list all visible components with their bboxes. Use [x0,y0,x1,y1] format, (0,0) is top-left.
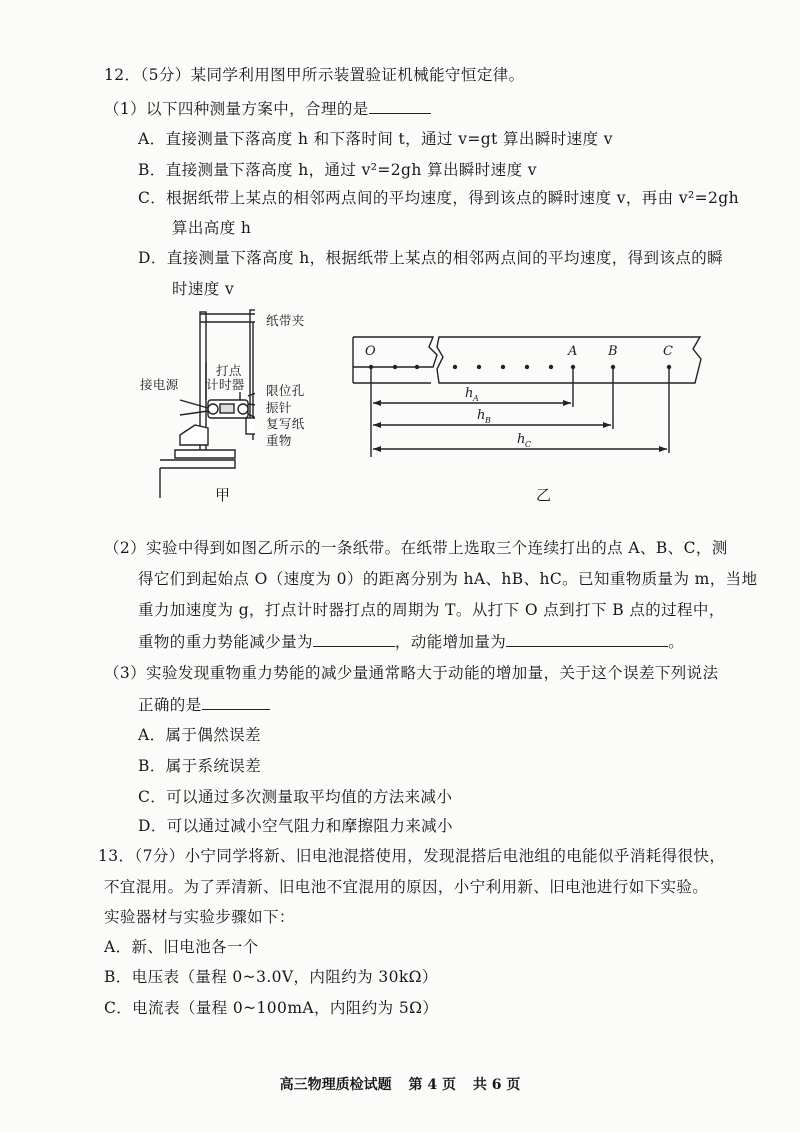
footer-page: 第 4 页 [408,1077,456,1093]
q12-part2-line1: （2）实验中得到如图乙所示的一条纸带。在纸带上选取三个连续打出的点 A、B、C，测 [104,539,728,557]
q12-p3-option-b: B．属于系统误差 [138,757,262,775]
label-hA: h [465,386,474,401]
q12-option-d-line1: D．直接测量下落高度 h，根据纸带上某点的相邻两点间的平均速度，得到该点的瞬 [138,249,724,267]
q12-title: 12．（5分）某同学利用图甲所示装置验证机械能守恒定律。 [104,66,525,84]
label-weight: 重物 [266,433,292,448]
q12-part1-stem [104,97,431,120]
q12-part1-stem-text: （1）以下四种测量方案中，合理的是 [104,100,369,118]
q12-part2-line3: 重力加速度为 g，打点计时器打点的周期为 T。从打下 O 点到打下 B 点的过程中， [138,601,725,619]
label-dot: 打点 [216,363,242,378]
q12-p3-option-a: A．属于偶然误差 [138,726,261,744]
footer-total: 共 6 页 [472,1077,521,1093]
dot [477,365,481,369]
label-hC: h [517,432,526,447]
q12-ke-answer-blank[interactable] [506,630,668,647]
label-needle: 振针 [266,400,292,415]
dot [549,365,553,369]
label-hA-sub: A [473,394,479,403]
label-O: O [365,344,376,359]
q12-part3-answer-blank[interactable] [202,693,270,710]
q12-part2-pe-label: 重物的重力势能减少量为 [138,633,313,651]
q12-option-d-line2: 时速度 v [172,280,235,298]
q12-pe-answer-blank[interactable] [313,630,395,647]
clamp-base [180,425,208,445]
q12-option-c-line2: 算出高度 h [172,219,252,237]
dot-O [369,365,373,369]
label-hB-sub: B [485,416,491,425]
q13-line2: 不宜混用。为了弄清新、旧电池不宜混用的原因，小宁利用新、旧电池进行如下实验。 [104,878,709,896]
q13-option-c: C．电流表（量程 0~100mA，内阻约为 5Ω） [104,999,439,1017]
q13-line3: 实验器材与实验步骤如下： [104,908,295,926]
q12-part2-ke-label: ，动能增加量为 [394,633,507,651]
label-carbon-paper: 复写纸 [266,416,305,431]
dot-B [611,365,615,369]
q12-option-a: A．直接测量下落高度 h 和下落时间 t，通过 v=gt 算出瞬时速度 v [138,130,613,148]
q13-line1: 13．（7分）小宁同学将新、旧电池混搭使用，发现混搭后电池组的电能似乎消耗得很快， [98,847,726,865]
dot-C [667,365,671,369]
dot [393,365,397,369]
q12-part3-stem-text: 正确的是 [138,696,202,714]
q12-part2-line2: 得它们到起始点 O（速度为 0）的距离分别为 hA、hB、hC。已知重物质量为 m，当地 [138,570,758,588]
page-footer [0,1074,800,1094]
caption-jia: 甲 [215,486,231,504]
label-power: 接电源 [140,377,179,392]
dot [501,365,505,369]
q12-part2-line4 [138,630,684,653]
dot [453,365,457,369]
q12-part2-end: 。 [668,633,685,651]
caption-yi: 乙 [536,486,552,504]
footer-title: 高三物理质检试题 [279,1077,392,1093]
q12-p3-option-d: D．可以通过减小空气阻力和摩擦阻力来减小 [138,817,453,835]
q13-option-a: A．新、旧电池各一个 [104,938,259,956]
label-timer: 计时器 [206,377,245,392]
q12-part3-line1: （3）实验发现重物重力势能的减少量通常略大于动能的增加量，关于这个误差下列说法 [104,664,719,682]
label-hC-sub: C [525,440,532,449]
q12-p3-option-c: C．可以通过多次测量取平均值的方法来减小 [138,788,453,806]
q12-part1-answer-blank[interactable] [369,97,431,114]
dot [415,365,419,369]
dot [525,365,529,369]
q12-part3-line2 [138,693,270,716]
q12-option-c-line1: C．根据纸带上某点的相邻两点间的平均速度，得到该点的瞬时速度 v，再由 v²=2gh [138,189,739,207]
label-tape-clip-text: 纸带夹 [266,313,305,328]
q13-option-b: B．电压表（量程 0~3.0V，内阻约为 30kΩ） [104,968,438,986]
weight-box [246,418,255,434]
q12-option-b: B．直接测量下落高度 h，通过 v²=2gh 算出瞬时速度 v [138,161,537,179]
figure-jia-apparatus [140,300,255,500]
dot-A [571,365,575,369]
label-C: C [663,344,673,359]
label-hB: h [477,408,486,423]
figure-yi-paper-tape [345,325,705,465]
label-B: B [608,344,618,359]
label-limit-hole: 限位孔 [266,383,305,398]
label-A: A [568,344,578,359]
